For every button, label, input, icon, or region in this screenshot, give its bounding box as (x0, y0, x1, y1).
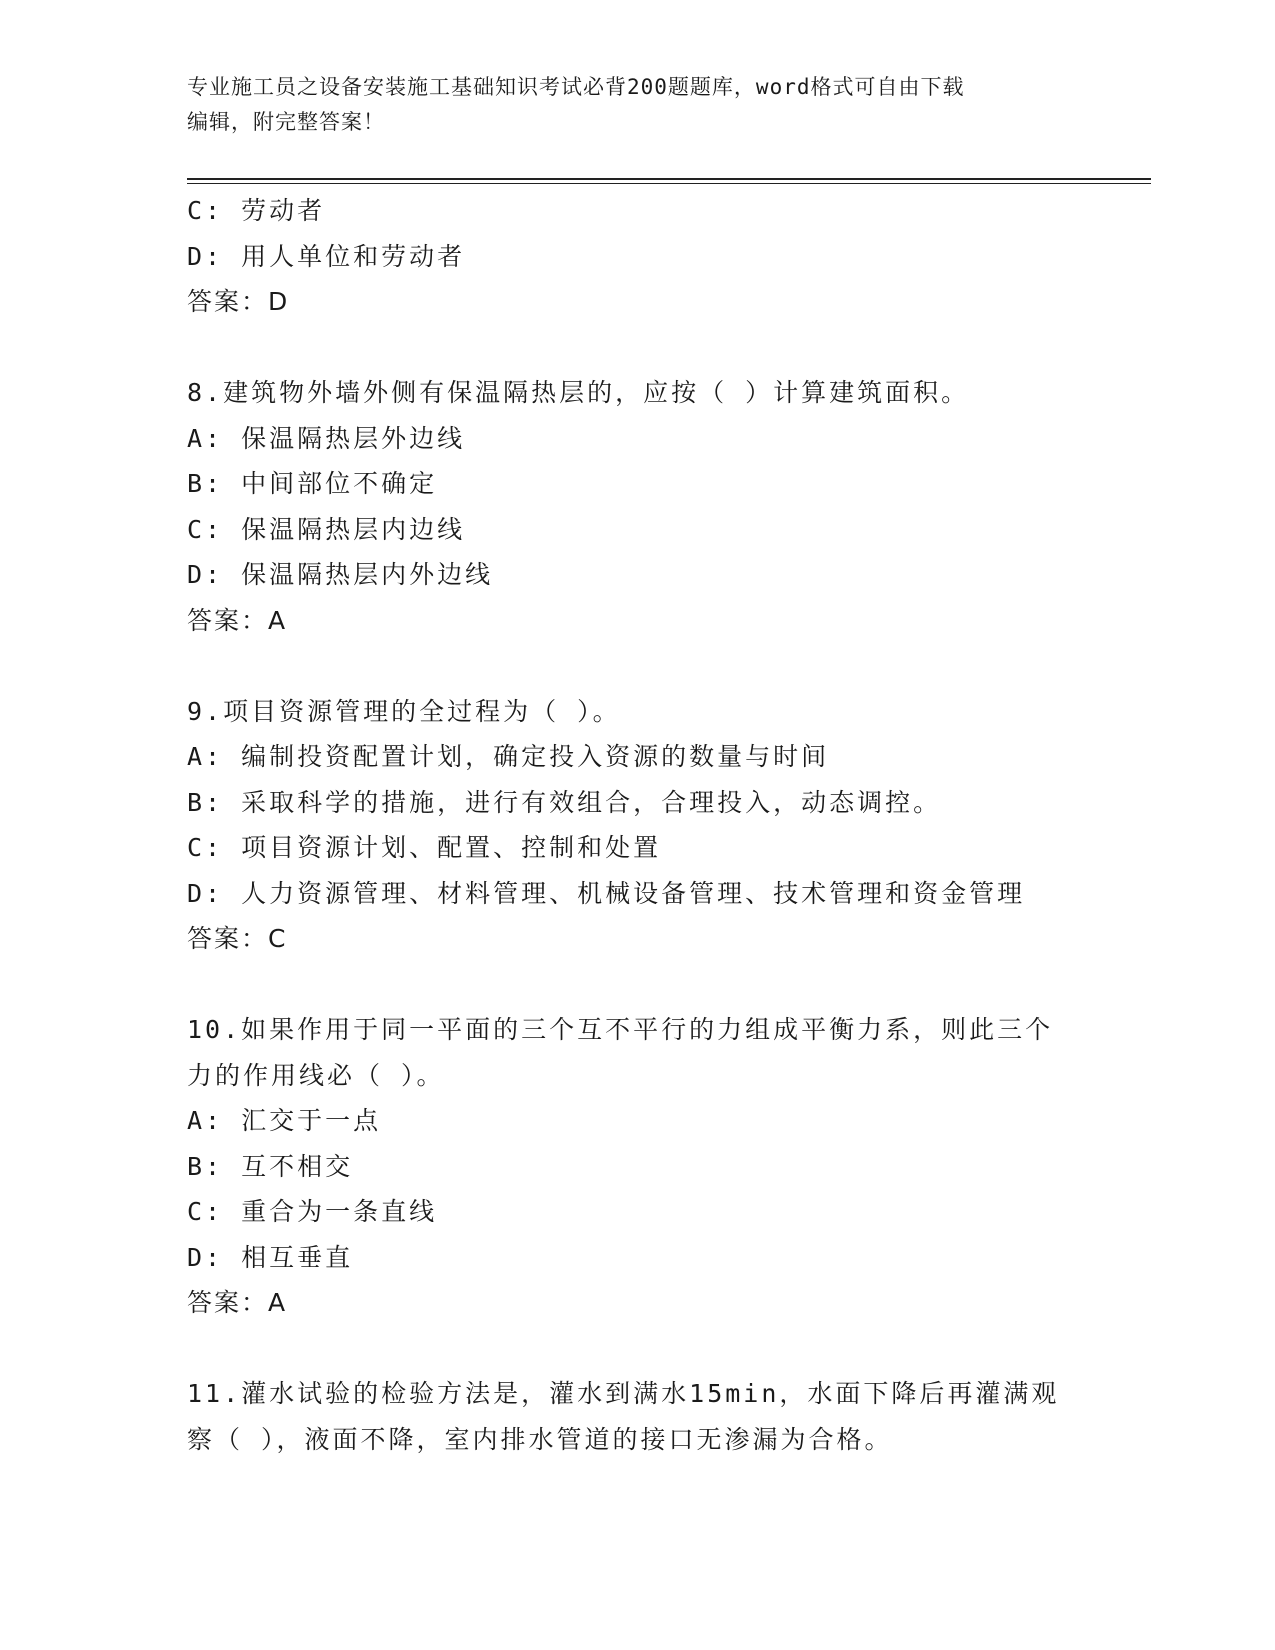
header-divider-thin (187, 183, 1151, 184)
option-c: C: 重合为一条直线 (187, 1197, 438, 1226)
option-d: D: 人力资源管理、材料管理、机械设备管理、技术管理和资金管理 (187, 878, 1026, 908)
answer-line: 答案：A (187, 1288, 288, 1317)
question-partial (187, 188, 1087, 325)
option-c: C: 保温隔热层内边线 (187, 514, 466, 544)
option-b: B: 中间部位不确定 (187, 469, 438, 498)
question-stem-line-2: 力的作用线必（ ）。 (187, 1060, 445, 1090)
header-title-line-2: 编辑，附完整答案！ (187, 110, 385, 134)
spacer (187, 1326, 1087, 1372)
question-11 (187, 1371, 1087, 1462)
header-title-line-1: 专业施工员之设备安装施工基础知识考试必背200题题库，word格式可自由下载 (187, 75, 965, 99)
question-stem: 8.建筑物外墙外侧有保温隔热层的，应按（ ）计算建筑面积。 (187, 378, 970, 407)
question-stem-line-2: 察（ ），液面不降，室内排水管道的接口无渗漏为合格。 (187, 1424, 893, 1454)
question-stem-line-1: 10.如果作用于同一平面的三个互不平行的力组成平衡力系，则此三个 (187, 1015, 1054, 1044)
question-8 (187, 370, 1087, 643)
document-header (187, 70, 1087, 140)
answer-line: 答案：A (187, 605, 288, 635)
question-9 (187, 689, 1087, 962)
spacer (187, 643, 1087, 689)
option-a: A: 汇交于一点 (187, 1106, 382, 1135)
option-b: B: 采取科学的措施，进行有效组合，合理投入，动态调控。 (187, 787, 942, 817)
option-a: A: 保温隔热层外边线 (187, 423, 466, 453)
option-d: D: 相互垂直 (187, 1242, 354, 1272)
option-c: C: 劳动者 (187, 196, 326, 225)
header-divider-thick (187, 178, 1151, 180)
document-body (187, 188, 1087, 1462)
spacer (187, 325, 1087, 371)
option-a: A: 编制投资配置计划，确定投入资源的数量与时间 (187, 742, 830, 771)
answer-line: 答案：C (187, 924, 288, 953)
option-d: D: 保温隔热层内外边线 (187, 560, 494, 589)
option-c: C: 项目资源计划、配置、控制和处置 (187, 833, 662, 862)
question-stem: 9.项目资源管理的全过程为（ ）。 (187, 696, 621, 726)
question-10 (187, 1007, 1087, 1326)
answer-line: 答案：D (187, 287, 290, 316)
option-d: D: 用人单位和劳动者 (187, 241, 466, 271)
spacer (187, 962, 1087, 1008)
question-stem-line-1: 11.灌水试验的检验方法是，灌水到满水15min，水面下降后再灌满观 (187, 1379, 1060, 1408)
option-b: B: 互不相交 (187, 1151, 354, 1181)
